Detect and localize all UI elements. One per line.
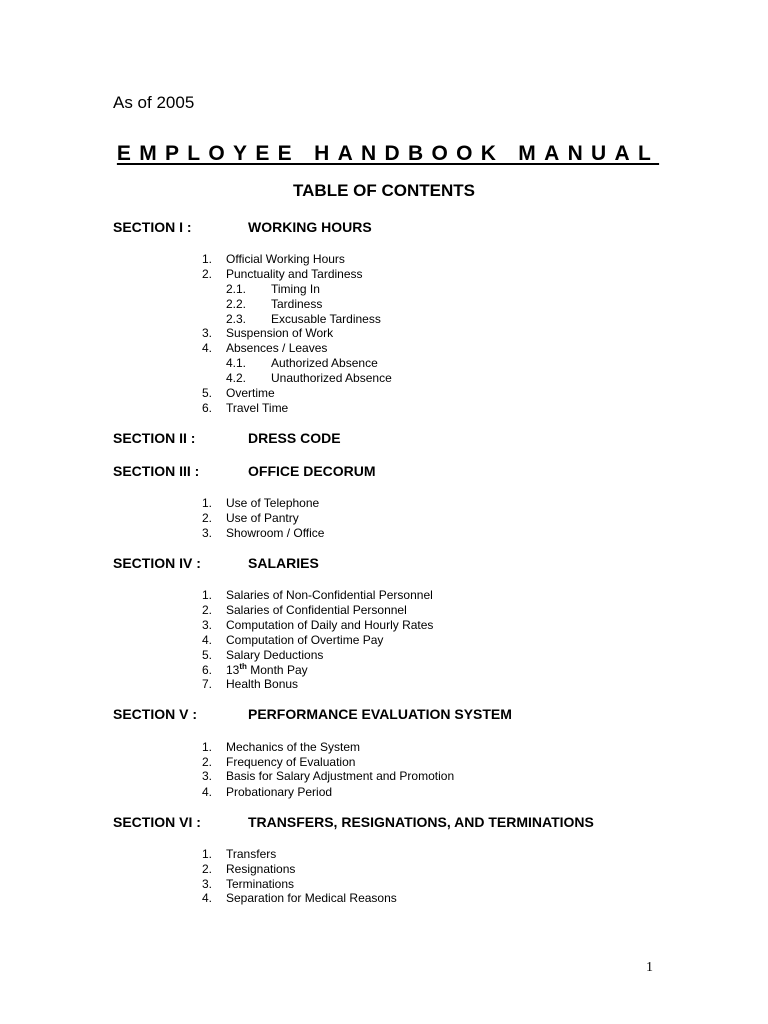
toc-item: 4. Computation of Overtime Pay xyxy=(202,633,384,647)
toc-subitem: 2.2. Tardiness xyxy=(226,297,323,311)
toc-item: 1. Salaries of Non-Confidential Personnel xyxy=(202,588,433,602)
section-title: DRESS CODE xyxy=(248,430,341,446)
section-title: PERFORMANCE EVALUATION SYSTEM xyxy=(248,706,512,722)
document-title: EMPLOYEE HANDBOOK MANUAL xyxy=(116,142,660,165)
page-number: 1 xyxy=(646,960,653,975)
toc-item: 5. Overtime xyxy=(202,386,275,400)
section-heading xyxy=(113,814,594,830)
toc-item: 1. Official Working Hours xyxy=(202,252,345,266)
section-title: SALARIES xyxy=(248,555,319,571)
toc-item: 6. 13th Month Pay xyxy=(202,662,308,677)
section-label: SECTION V : xyxy=(113,706,198,722)
toc-subitem: 4.2. Unauthorized Absence xyxy=(226,371,392,385)
section-heading xyxy=(113,219,372,235)
toc-item: 3. Computation of Daily and Hourly Rates xyxy=(202,618,434,632)
toc-item: 4. Absences / Leaves xyxy=(202,341,328,355)
section-label: SECTION IV : xyxy=(113,555,201,571)
section-label: SECTION III : xyxy=(113,463,200,479)
toc-item: 2. Use of Pantry xyxy=(202,511,299,525)
toc-item: 5. Salary Deductions xyxy=(202,648,324,662)
section-label: SECTION VI : xyxy=(113,814,201,830)
toc-heading: TABLE OF CONTENTS xyxy=(293,181,475,200)
section-title: TRANSFERS, RESIGNATIONS, AND TERMINATIONS xyxy=(248,814,594,830)
toc-item: 3. Basis for Salary Adjustment and Promotion xyxy=(202,769,455,783)
section-heading xyxy=(113,430,341,446)
toc-item: 3. Terminations xyxy=(202,877,295,891)
section-heading xyxy=(113,463,376,479)
toc-subitem: 2.3. Excusable Tardiness xyxy=(226,312,381,326)
toc-subitem: 4.1. Authorized Absence xyxy=(226,356,378,370)
section-title: OFFICE DECORUM xyxy=(248,463,376,479)
section-label: SECTION I : xyxy=(113,219,192,235)
toc-item: 2. Punctuality and Tardiness xyxy=(202,267,363,281)
toc-item: 3. Suspension of Work xyxy=(202,326,334,340)
section-heading xyxy=(113,555,319,571)
toc-item: 1. Mechanics of the System xyxy=(202,740,361,754)
as-of-date: As of 2005 xyxy=(113,93,195,112)
section-label: SECTION II : xyxy=(113,430,196,446)
toc-item: 4. Probationary Period xyxy=(202,785,333,799)
toc-item: 2. Frequency of Evaluation xyxy=(202,755,356,769)
section-heading xyxy=(113,706,512,722)
toc-item: 6. Travel Time xyxy=(202,401,289,415)
toc-item: 2. Salaries of Confidential Personnel xyxy=(202,603,407,617)
section-title: WORKING HOURS xyxy=(248,219,372,235)
toc-item: 4. Separation for Medical Reasons xyxy=(202,891,397,905)
toc-item: 7. Health Bonus xyxy=(202,677,299,691)
toc-item: 2. Resignations xyxy=(202,862,296,876)
toc-item: 1. Use of Telephone xyxy=(202,496,320,510)
toc-item: 1. Transfers xyxy=(202,847,277,861)
toc-item: 3. Showroom / Office xyxy=(202,526,325,540)
toc-subitem: 2.1. Timing In xyxy=(226,282,320,296)
